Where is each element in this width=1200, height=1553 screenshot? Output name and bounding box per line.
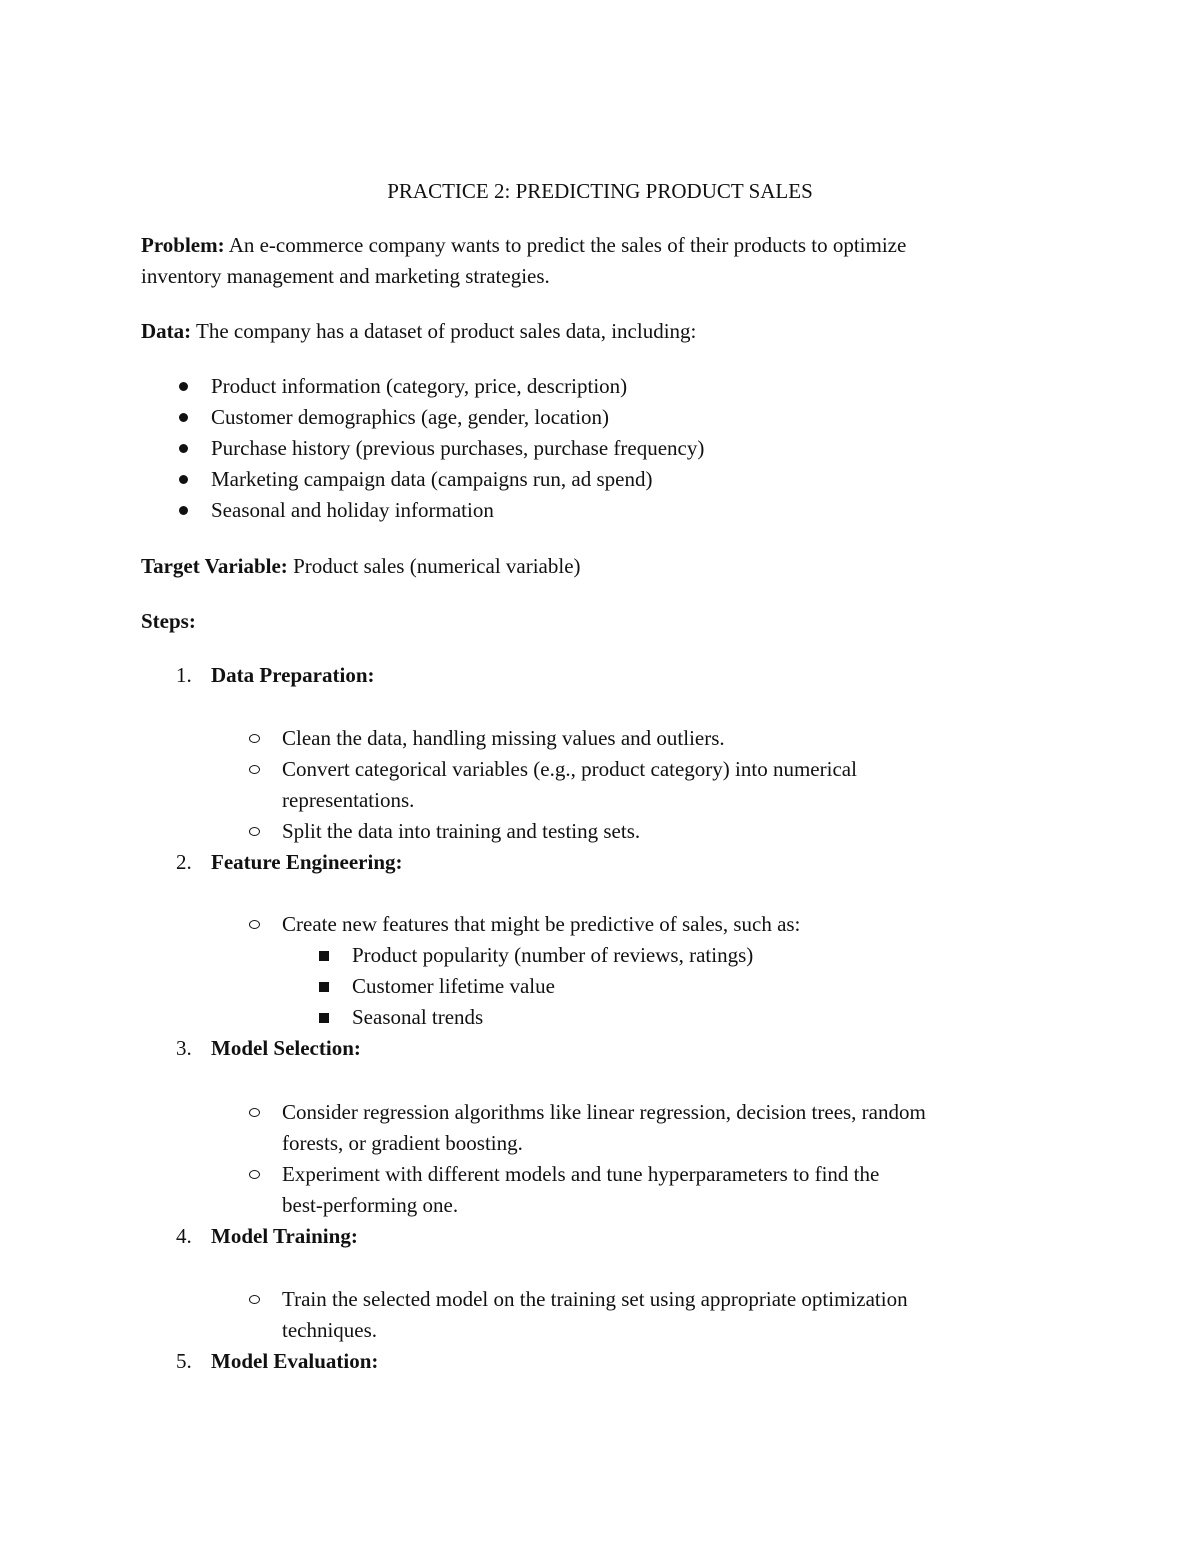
steps-label: Steps: — [141, 609, 196, 633]
list-item: Convert categorical variables (e.g., product category) into numerical — [282, 757, 857, 781]
step-number: 4. — [176, 1224, 192, 1248]
list-item: Customer demographics (age, gender, location) — [211, 405, 610, 429]
problem-paragraph — [141, 230, 906, 261]
list-item: Customer lifetime value — [352, 974, 555, 998]
list-item: Product popularity (number of reviews, ratings) — [352, 943, 754, 967]
list-item: Marketing campaign data (campaigns run, ad spend) — [211, 467, 653, 491]
bullet-square-icon — [319, 982, 329, 992]
list-item: Experiment with different models and tune hyperparameters to find the — [282, 1162, 880, 1186]
list-item: Seasonal and holiday information — [211, 498, 494, 522]
step-number: 5. — [176, 1349, 192, 1373]
bullet-circle-icon — [249, 1108, 260, 1117]
problem-text-line2: inventory management and marketing strategies. — [141, 264, 550, 288]
list-item-continuation: representations. — [282, 788, 415, 812]
bullet-circle-icon — [249, 1295, 260, 1304]
step-title — [211, 1346, 378, 1377]
target-label: Target Variable: — [141, 554, 288, 578]
target-text: Product sales (numerical variable) — [293, 554, 581, 578]
step-title — [211, 1221, 358, 1252]
step-title-text: Data Preparation: — [211, 663, 375, 687]
step-number: 3. — [176, 1036, 192, 1060]
list-item: Product information (category, price, description) — [211, 374, 628, 398]
list-item: Train the selected model on the training set using appropriate optimization — [282, 1287, 908, 1311]
bullet-circle-icon — [249, 827, 260, 836]
data-paragraph — [141, 316, 696, 347]
bullet-circle-icon — [249, 920, 260, 929]
list-item: Clean the data, handling missing values and outliers. — [282, 726, 725, 750]
page-title: PRACTICE 2: PREDICTING PRODUCT SALES — [387, 179, 813, 203]
list-item-continuation: forests, or gradient boosting. — [282, 1131, 523, 1155]
steps-heading — [141, 606, 196, 637]
bullet-dot-icon — [179, 413, 188, 422]
bullet-square-icon — [319, 951, 329, 961]
list-item: Create new features that might be predictive of sales, such as: — [282, 912, 801, 936]
problem-label: Problem: — [141, 233, 225, 257]
step-title — [211, 1033, 361, 1064]
target-paragraph — [141, 551, 581, 582]
step-title-text: Model Training: — [211, 1224, 358, 1248]
bullet-dot-icon — [179, 382, 188, 391]
problem-text-line1: An e-commerce company wants to predict the sales of their products to optimize — [228, 233, 907, 257]
step-title-text: Model Evaluation: — [211, 1349, 379, 1373]
step-title-text: Model Selection: — [211, 1036, 361, 1060]
step-number: 2. — [176, 850, 192, 874]
bullet-circle-icon — [249, 1170, 260, 1179]
data-label: Data: — [141, 319, 192, 343]
bullet-square-icon — [319, 1013, 329, 1023]
step-title — [211, 847, 403, 878]
step-number: 1. — [176, 663, 192, 687]
list-item-continuation: best-performing one. — [282, 1193, 459, 1217]
step-title-text: Feature Engineering: — [211, 850, 403, 874]
bullet-circle-icon — [249, 765, 260, 774]
bullet-dot-icon — [179, 444, 188, 453]
list-item-continuation: techniques. — [282, 1318, 378, 1342]
bullet-circle-icon — [249, 734, 260, 743]
list-item: Seasonal trends — [352, 1005, 484, 1029]
list-item: Split the data into training and testing sets. — [282, 819, 641, 843]
data-text: The company has a dataset of product sales data, including: — [196, 319, 697, 343]
list-item: Consider regression algorithms like linear regression, decision trees, random — [282, 1100, 926, 1124]
list-item: Purchase history (previous purchases, purchase frequency) — [211, 436, 705, 460]
step-title — [211, 660, 375, 691]
bullet-dot-icon — [179, 506, 188, 515]
bullet-dot-icon — [179, 475, 188, 484]
